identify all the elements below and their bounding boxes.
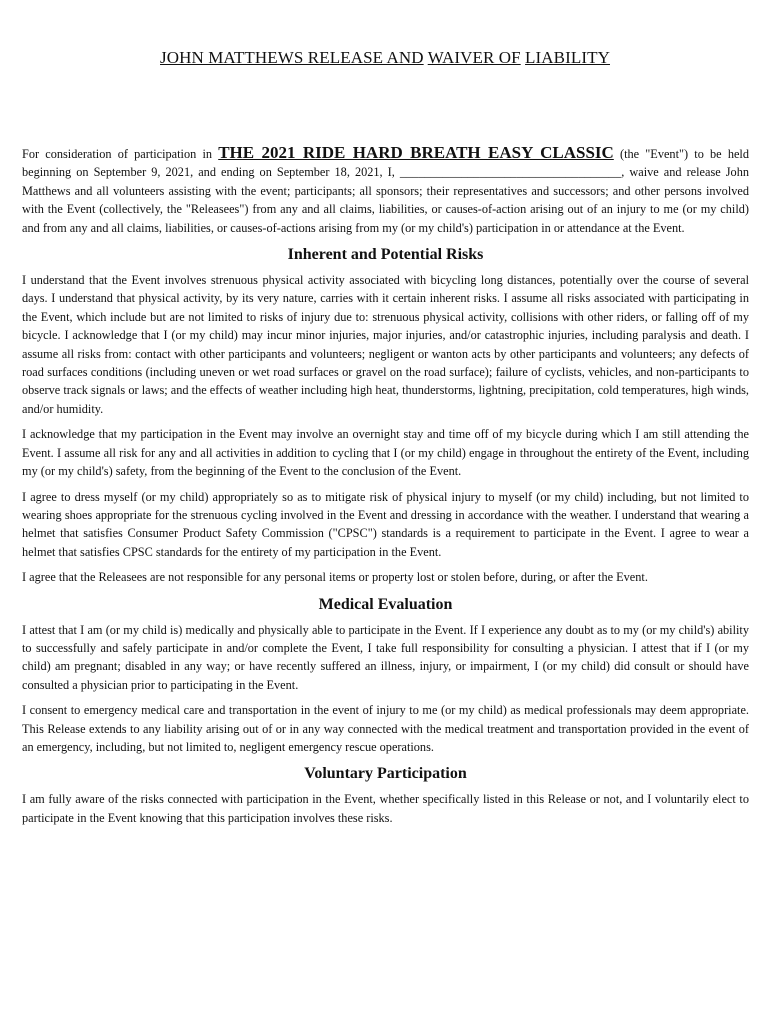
inherent-paragraph-4: I agree that the Releasees are not responsible for any personal items or property lost or stolen before, during, or after the Event.: [22, 570, 648, 585]
intro-paragraph: [22, 144, 749, 237]
heading-voluntary-participation: Voluntary Participation: [304, 765, 467, 783]
inherent-paragraph-3: I agree to dress myself (or my child) appropriately so as to mitigate risk of physical injury to myself (or my child) including, but not limited to wearing shoes appropriate for the strenuous cycling involved in the Event and dressing in accordance with the weather. I understand that wearing a helmet that satisfies Consumer Product Safety Commission ("CPSC") standards is a requirement to participate in the Event. I agree to wear a helmet that satisfies CPSC standards for the entirety of my participation in the Event.: [22, 489, 749, 559]
intro-lead: For consideration of participation in: [22, 147, 213, 161]
medical-paragraph-2: I consent to emergency medical care and transportation in the event of injury to me (or my child) as medical professionals may deem appropriate. This Release extends to any liability arising out of or in any way connected with the medical treatment and transportation provided in the event of an emergency, including, but not limited to, negligent emergency rescue operations.: [22, 703, 749, 754]
heading-inherent-risks: Inherent and Potential Risks: [287, 246, 484, 264]
voluntary-paragraph-1: I am fully aware of the risks connected with participation in the Event, whether specifically listed in this Release or not, and I voluntarily elect to participate in the Event knowing that this participation involves these risks.: [22, 792, 749, 825]
inherent-paragraph-2: I acknowledge that my participation in the Event may involve an overnight stay and time off of my bicycle during which I am still attending the Event. I assume all risk for any and all activities in addition to cycling that I (or my child) engage in throughout the entirety of the Event, including my (or my child's) safety, from the beginning of the Event to the conclusion of the Event.: [22, 427, 749, 479]
medical-paragraph-1: I attest that I am (or my child is) medically and physically able to participate in the Event. If I experience any doubt as to my (or my child's) ability to successfully and safely participate in and/or complete the Event, I take full responsibility for consulting a physician. I attest that if I (or my child) am pregnant; disabled in any way; or have recently suffered an illness, injury, or impairment, I (or my child) did consult or should have consulted a physician prior to participating in the Event.: [22, 622, 749, 692]
title-part-1: JOHN MATTHEWS RELEASE AND: [160, 48, 424, 67]
document-title: [0, 48, 770, 68]
inherent-paragraph-1: I understand that the Event involves strenuous physical activity associated with bicycling long distances, potentially over the course of several days. I understand that physical activity, by its very nature, carries with it certain inherent risks. I assume all risks associated with participating in the Event, which include but are not limited to risks of injury due to: strenuous physical activity, collisions with other riders, or falling off of my bicycle. I acknowledge that I (or my child) may incur minor injuries, major injuries, and/or catastrophic injuries, including paralysis and death. I assume all risks from: contact with other participants and volunteers; negligent or wanton acts by other participants and volunteers; any defects of road surfaces conditions (including uneven or wet road surfaces or gravel on the road surface); failure of cyclists, vehicles, and non-participants to observe track signals or laws; and the effects of weather including high heat, thunderstorms, lightning, precipitation, cold temperatures, high winds, and/or humidity.: [22, 273, 749, 416]
document-body: [22, 144, 749, 834]
title-part-3: LIABILITY: [525, 48, 610, 67]
heading-medical-evaluation: Medical Evaluation: [318, 595, 453, 613]
intro-rest: (the "Event") to be held beginning on September 9, 2021, and ending on September 18, 2021, I, ____________________________________, waive and release John Matthews and all volunteers assisting with the event; participants; all sponsors; their representatives and successors; and other persons involved with the Event (collectively, the "Releasees") from any and all claims, liabilities, or causes-of-action arising out of an injury to me (or my child) and from any and all claims, liabilities, or causes-of-actions arising from my (or my child's) participation in or attendance at the Event.: [22, 147, 749, 235]
event-name: THE 2021 RIDE HARD BREATH EASY CLASSIC: [218, 143, 614, 162]
title-part-2: WAIVER OF: [427, 48, 521, 67]
